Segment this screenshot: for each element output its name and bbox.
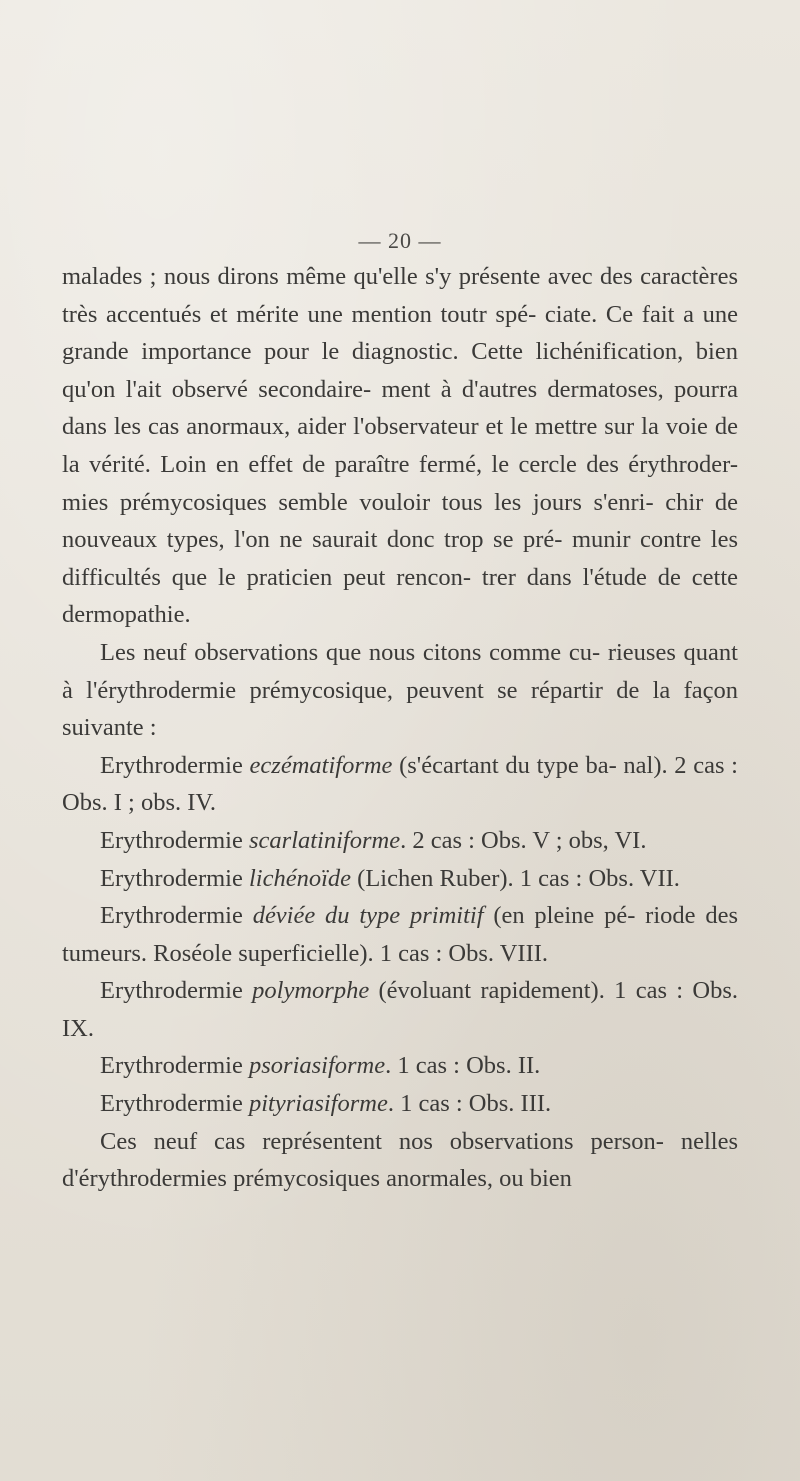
page-number: — 20 — xyxy=(358,228,442,253)
text-segment: Erythrodermie xyxy=(100,1052,249,1080)
italic-text: pityriasiforme xyxy=(249,1090,388,1118)
text-segment: (Lichen Ruber). 1 cas : Obs. VII. xyxy=(351,864,680,892)
text-segment: (évoluant rapidement). 1 cas : Obs. IX. xyxy=(62,977,738,1042)
text-segment: Ces neuf cas représentent nos observations person- nelles d'érythrodermies prémycosiques anormales, ou bien xyxy=(62,1127,738,1193)
text-segment: Erythrodermie xyxy=(100,864,249,892)
text-segment: Erythrodermie xyxy=(100,902,253,930)
text-segment: Les neuf observations que nous citons comme cu- rieuses quant à l'érythrodermie prémycosique, peuvent se répartir de la façon suivante : xyxy=(62,638,738,742)
italic-text: déviée du type primitif xyxy=(252,902,484,930)
paragraph xyxy=(62,747,738,822)
text-segment: Erythrodermie xyxy=(100,751,250,779)
text-segment: Erythrodermie xyxy=(100,1090,249,1118)
italic-text: polymorphe xyxy=(252,977,370,1005)
text-segment: Erythrodermie xyxy=(100,977,253,1005)
body-text xyxy=(62,258,738,1198)
italic-text: lichénoïde xyxy=(249,864,352,892)
italic-text: eczématiforme xyxy=(249,751,393,779)
paragraph xyxy=(62,1085,738,1123)
paragraph xyxy=(62,634,738,747)
text-segment: . 1 cas : Obs. III. xyxy=(387,1090,552,1118)
text-segment: . 2 cas : Obs. V ; obs, VI. xyxy=(400,826,647,854)
italic-text: psoriasiforme xyxy=(249,1052,386,1080)
paragraph xyxy=(62,860,738,898)
text-segment: (s'écartant du type ba- nal). 2 cas : Obs. I ; obs. IV. xyxy=(62,751,738,817)
paragraph xyxy=(62,1123,738,1198)
paragraph xyxy=(62,258,738,634)
paragraph xyxy=(62,822,738,860)
text-segment: Erythrodermie xyxy=(100,826,249,854)
paragraph xyxy=(62,1047,738,1085)
text-segment: malades ; nous dirons même qu'elle s'y présente avec des caractères très accentués et mérite une mention toutr spé- ciate. Ce fait a une grande importance pour le diagnostic. Cette lichénification, bien qu'on l'ait observé secondaire- ment à d'autres dermatoses, pourra dans les cas anormaux, aider l'observateur et le mettre sur la voie de la vérité. Loin en effet de paraître fermé, le cercle des érythroder- mies prémycosiques semble vouloir tous les jours s'enri- chir de nouveaux types, l'on ne saurait donc trop se pré- munir contre les difficultés que le praticien peut rencon- trer dans l'étude de cette dermopathie. xyxy=(62,263,738,629)
text-segment: . 1 cas : Obs. II. xyxy=(385,1052,541,1080)
paragraph xyxy=(62,897,738,972)
italic-text: scarlatiniforme xyxy=(249,826,401,854)
paragraph xyxy=(62,972,738,1047)
text-segment: (en pleine pé- riode des tumeurs. Roséole superficielle). 1 cas : Obs. VIII. xyxy=(62,902,738,967)
